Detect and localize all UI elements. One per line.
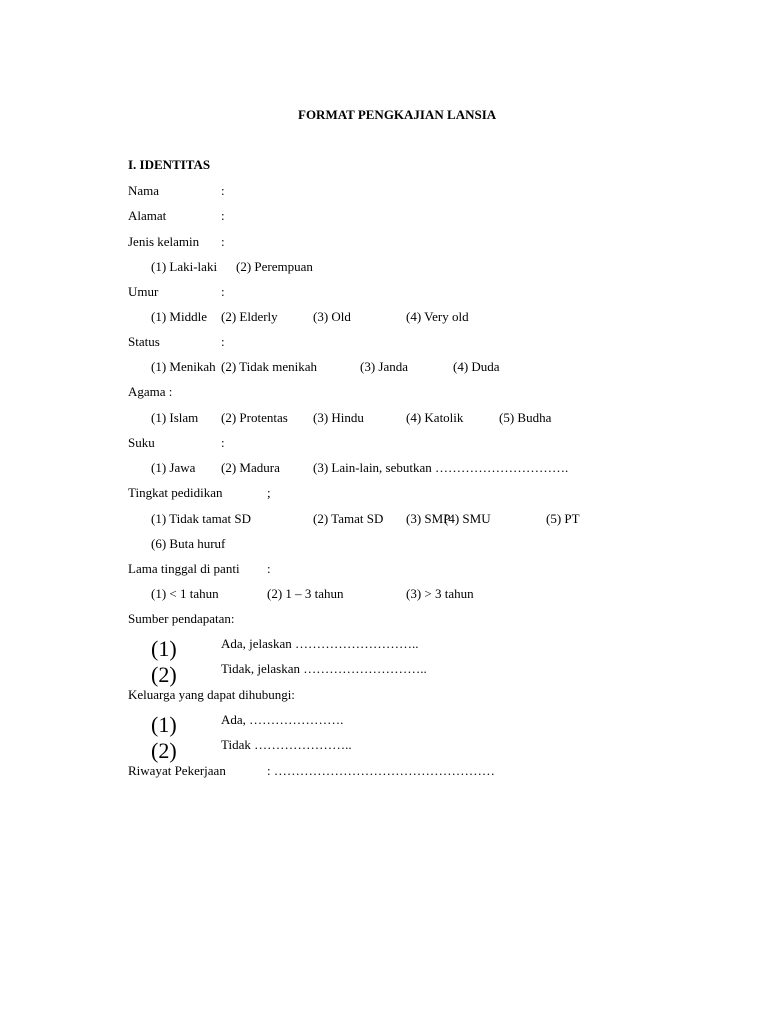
alamat-colon: :: [221, 208, 225, 223]
keluarga-option-number: (2): [151, 738, 177, 763]
pendidikan-option: (5) PT: [546, 511, 580, 526]
pendidikan-option: (4) SMU: [444, 511, 491, 526]
pendidikan-option: (6) Buta huruf: [151, 536, 226, 551]
riwayat-pekerjaan-value: : ……………………………………………: [267, 763, 495, 778]
keluarga-option-text: Ada, ………………….: [221, 712, 344, 727]
jenis-kelamin-option: (2) Perempuan: [236, 259, 313, 274]
umur-option: (3) Old: [313, 309, 351, 324]
section-heading: I. IDENTITAS: [128, 157, 211, 172]
umur-colon: :: [221, 284, 225, 299]
status-option: (1) Menikah: [151, 359, 216, 374]
pendidikan-option: (3) SMP: [406, 511, 451, 526]
umur-option: (4) Very old: [406, 309, 469, 324]
pendidikan-label: Tingkat pedidikan: [128, 485, 223, 500]
riwayat-pekerjaan-label: Riwayat Pekerjaan: [128, 763, 226, 778]
agama-option: (3) Hindu: [313, 410, 364, 425]
alamat-label: Alamat: [128, 208, 167, 223]
suku-label: Suku: [128, 435, 155, 450]
agama-label: Agama :: [128, 384, 173, 399]
status-option: (3) Janda: [360, 359, 409, 374]
sumber-option-text: Ada, jelaskan ………………………..: [221, 636, 419, 651]
agama-option: (5) Budha: [499, 410, 552, 425]
status-label: Status: [128, 334, 160, 349]
sumber-option-number: (2): [151, 662, 177, 687]
suku-option: (2) Madura: [221, 460, 280, 475]
document-title: FORMAT PENGKAJIAN LANSIA: [298, 107, 497, 122]
jenis-kelamin-option: (1) Laki-laki: [151, 259, 218, 274]
umur-option: (1) Middle: [151, 309, 207, 324]
sumber-pendapatan-label: Sumber pendapatan:: [128, 611, 235, 626]
lama-tinggal-option: (2) 1 – 3 tahun: [267, 586, 344, 601]
nama-label: Nama: [128, 183, 160, 198]
lama-tinggal-label: Lama tinggal di panti: [128, 561, 240, 576]
status-option: (2) Tidak menikah: [221, 359, 318, 374]
pendidikan-option: (2) Tamat SD: [313, 511, 384, 526]
keluarga-option-text: Tidak …………………..: [221, 737, 352, 752]
jenis-kelamin-label: Jenis kelamin: [128, 234, 200, 249]
lama-tinggal-colon: :: [267, 561, 271, 576]
agama-option: (4) Katolik: [406, 410, 464, 425]
suku-option: (1) Jawa: [151, 460, 196, 475]
status-colon: :: [221, 334, 225, 349]
sumber-option-text: Tidak, jelaskan ………………………..: [221, 661, 427, 676]
suku-option: (3) Lain-lain, sebutkan ………………………….: [313, 460, 569, 475]
suku-colon: :: [221, 435, 225, 450]
agama-option: (1) Islam: [151, 410, 199, 425]
jenis-kelamin-colon: :: [221, 234, 225, 249]
nama-colon: :: [221, 183, 225, 198]
sumber-option-number: (1): [151, 636, 177, 661]
umur-option: (2) Elderly: [221, 309, 278, 324]
umur-label: Umur: [128, 284, 159, 299]
pendidikan-colon: ;: [267, 485, 271, 500]
status-option: (4) Duda: [453, 359, 500, 374]
lama-tinggal-option: (1) < 1 tahun: [151, 586, 219, 601]
pendidikan-option: (1) Tidak tamat SD: [151, 511, 252, 526]
keluarga-option-number: (1): [151, 712, 177, 737]
agama-option: (2) Protentas: [221, 410, 288, 425]
lama-tinggal-option: (3) > 3 tahun: [406, 586, 474, 601]
keluarga-label: Keluarga yang dapat dihubungi:: [128, 687, 295, 702]
